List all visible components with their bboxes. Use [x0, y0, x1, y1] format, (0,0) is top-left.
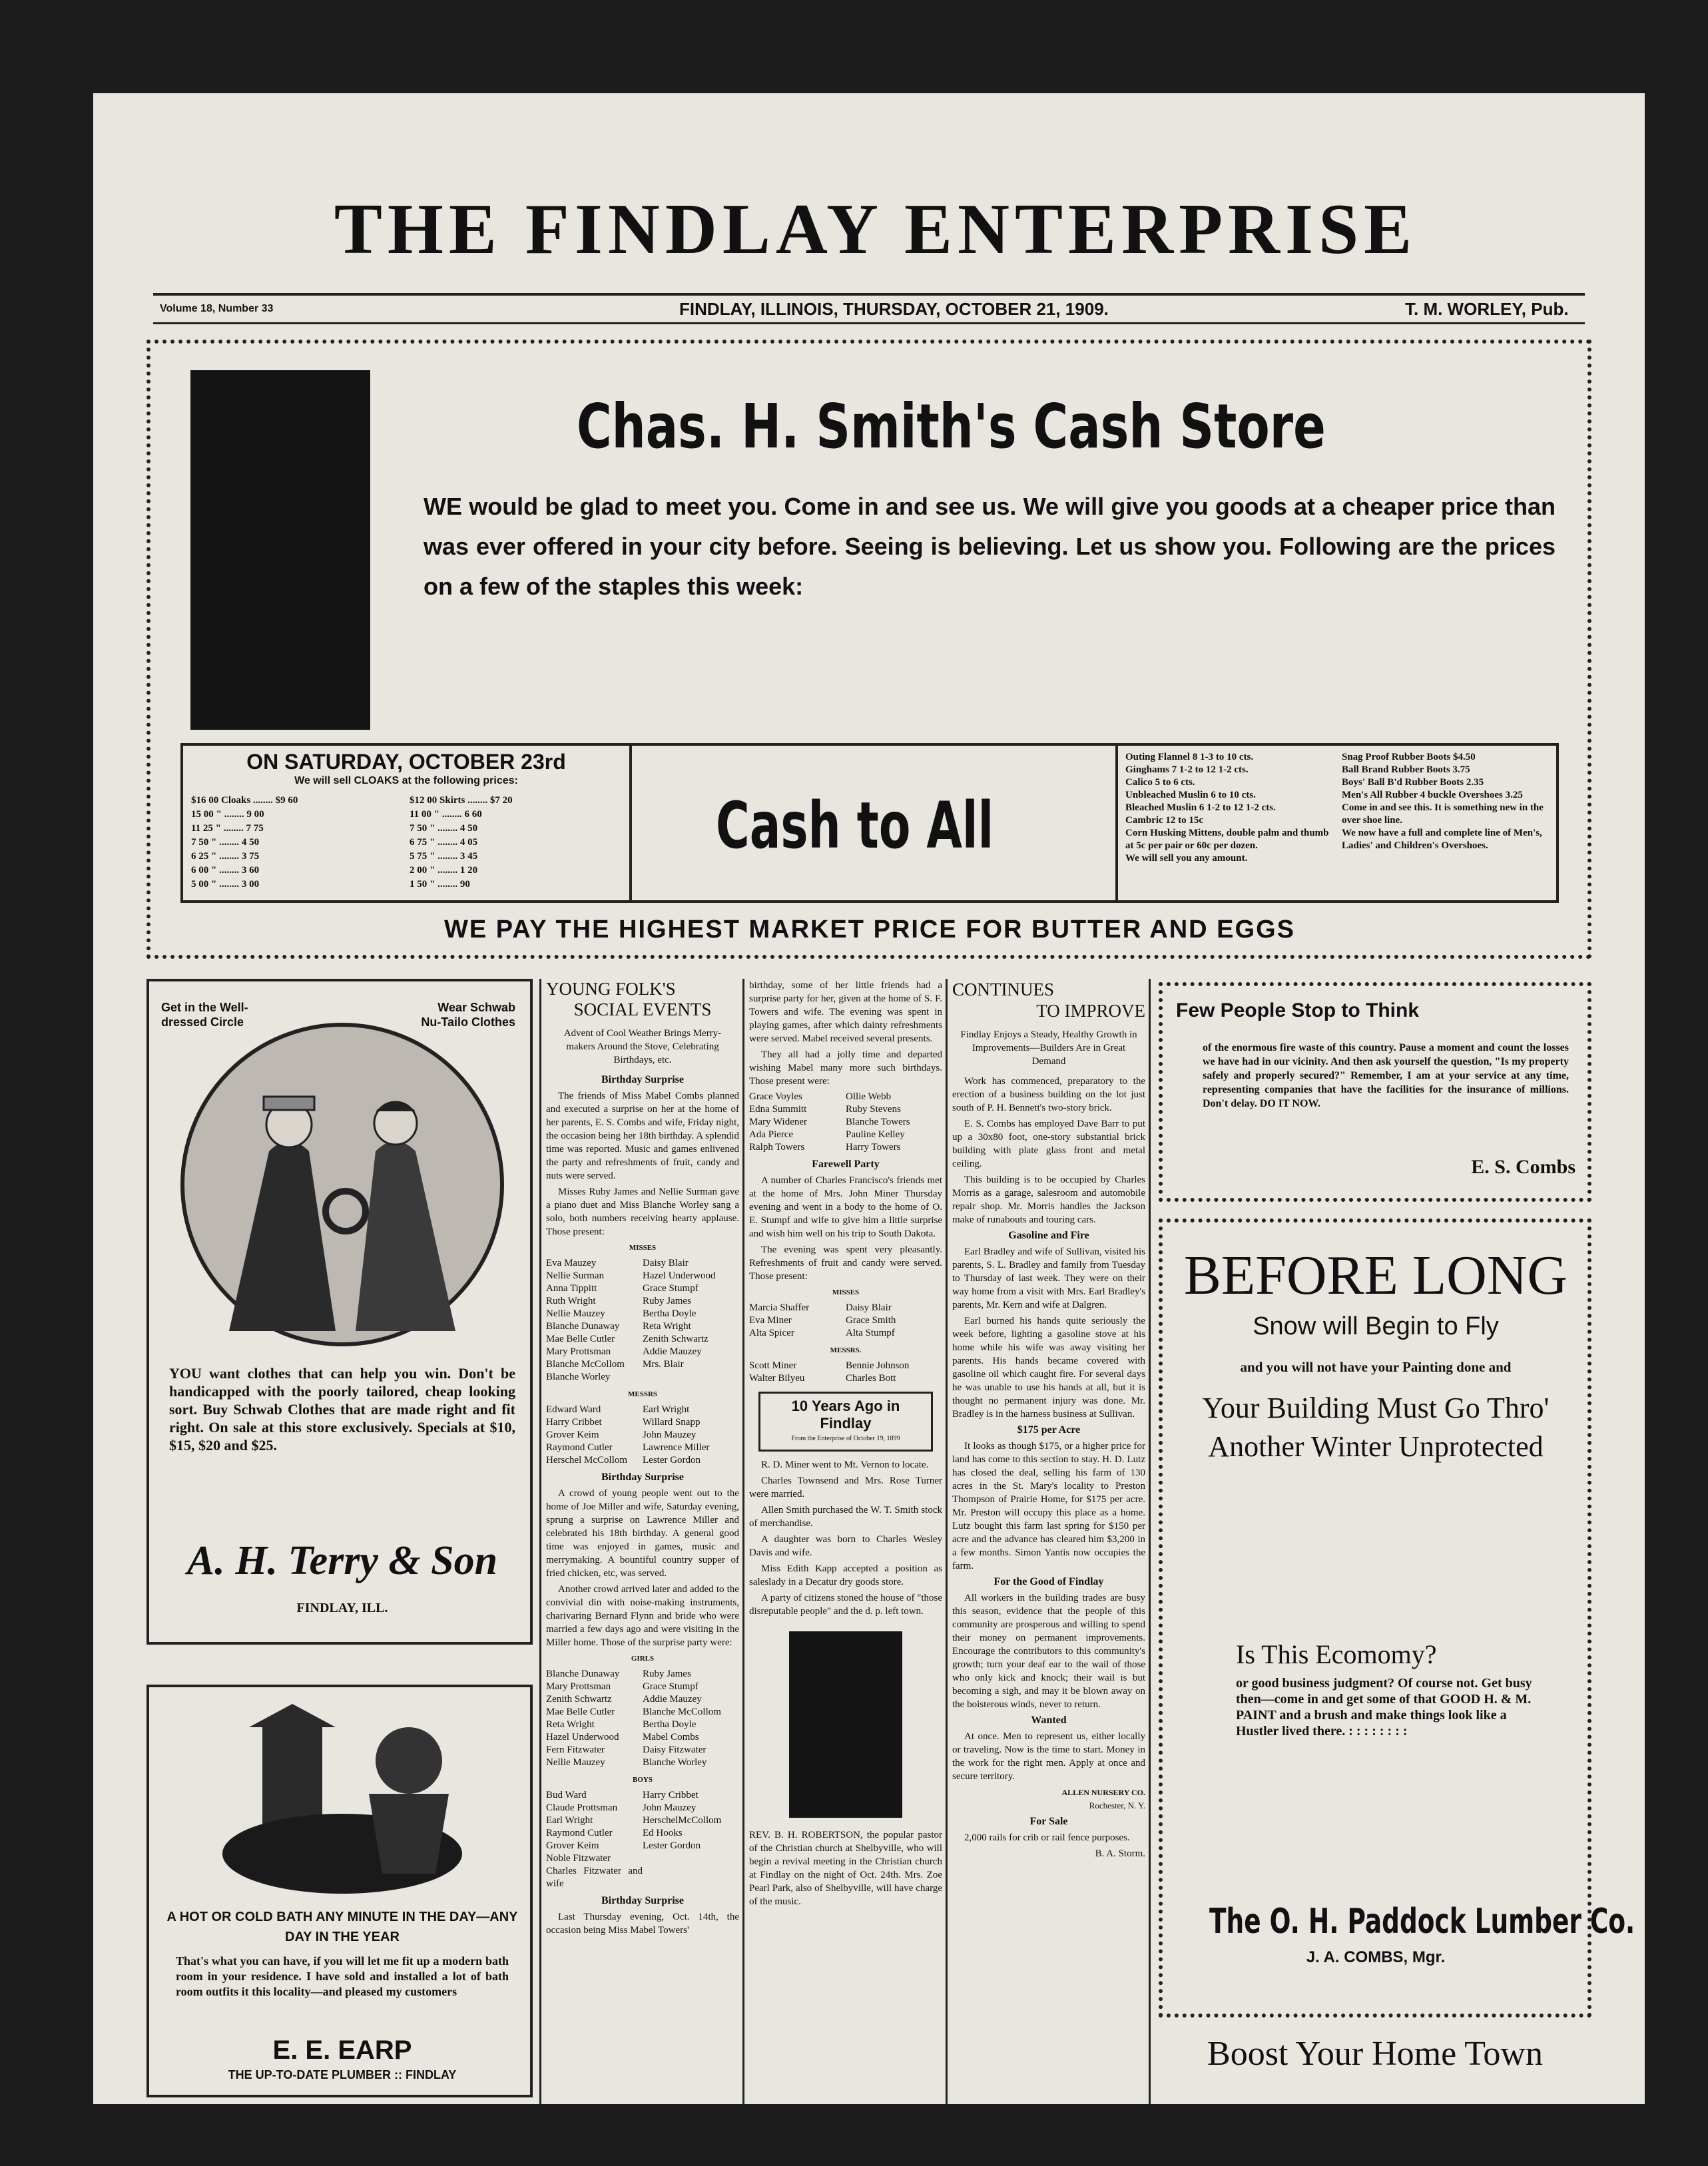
paragraph: REV. B. H. ROBERTSON, the popular pastor of the Christian church at Shelbyville, who will begin a revival meeting in the Christian church at Findlay on the night of Oct. 24th. Mrs. Zoe Pearl Park, also of Shelbyville, will have charge of the music.	[749, 1830, 942, 1907]
name: Grace Stumpf	[643, 1283, 699, 1294]
combs-ad-name: E. S. Combs	[1471, 1156, 1575, 1178]
name: Edna Summitt	[749, 1104, 807, 1115]
paddock-company: The O. H. Paddock Lumber Co.	[1209, 1902, 1635, 1942]
name	[643, 1371, 739, 1384]
improve-subtitle: Findlay Enjoys a Steady, Healthy Growth in Improvements—Builders Are in Great Demand	[960, 1029, 1137, 1067]
paragraph: At once. Men to represent us, either locally or traveling. Now is the time to start. Money in the work for the right men. Apply at once and secure territory.	[952, 1731, 1145, 1782]
skirt-prices	[410, 794, 623, 900]
name: Nellie Mauzey	[546, 1308, 605, 1319]
name: Reta Wright	[546, 1719, 595, 1730]
staple-item: Boys' Ball B'd Rubber Boots 2.35	[1342, 777, 1484, 788]
name: Walter Bilyeu	[749, 1373, 805, 1384]
name: Bud Ward	[546, 1790, 587, 1800]
paragraph: They all had a jolly time and departed wishing Mabel many more such birthdays. Those present were:	[749, 1049, 942, 1087]
name: Addie Mauzey	[643, 1694, 702, 1705]
name	[643, 1865, 739, 1890]
name: Bertha Doyle	[643, 1719, 697, 1730]
name: Blanche Towers	[846, 1117, 910, 1127]
two-men-illustration	[176, 1018, 509, 1351]
name: Eva Mauzey	[546, 1258, 597, 1268]
section-heading: Birthday Surprise	[601, 1472, 684, 1483]
terry-signature: A. H. Terry & Son	[186, 1538, 498, 1583]
section-heading: Birthday Surprise	[601, 1074, 684, 1085]
name: Mrs. Blair	[643, 1359, 684, 1370]
ten-years-sub: From the Enterprise of October 19, 1899	[791, 1435, 900, 1442]
combs-insurance-ad	[1159, 982, 1591, 1202]
staple-item: Men's All Rubber 4 buckle Overshoes 3.25	[1342, 790, 1523, 800]
name: Harry Towers	[846, 1142, 901, 1153]
name: Blanche McCollom	[546, 1359, 625, 1370]
skirt-price-row: 7 50 " ........ 4 50	[410, 823, 478, 834]
paragraph: Earl burned his hands quite seriously the week before, lighting a gasoline stove at his home while his wife was away visiting her parents. His hands became covered with gasoline oil which caught fire. For several days he was unable to use his hands at all, but it is thought no permanent injury was done. Mr. Bradley is in the harness business at Sullivan.	[952, 1316, 1145, 1420]
paragraph: birthday, some of her little friends had a surprise party for her, given at the home of S. F. Towers and wife. The evening was spent in playing games, after which dainty refreshments were served. Mabel received several presents.	[749, 980, 942, 1044]
cloak-price-row: 11 25 " ........ 7 75	[191, 823, 264, 834]
list-label: MESSRS.	[830, 1346, 862, 1354]
smith-cash-store-ad	[146, 340, 1591, 959]
name: Blanche Worley	[643, 1757, 707, 1768]
cloak-price-row: $16 00 Cloaks ........ $9 60	[191, 795, 298, 806]
earp-headline: A HOT OR COLD BATH ANY MINUTE IN THE DAY—ANY DAY IN THE YEAR	[166, 1910, 518, 1944]
name: Anna Tippitt	[546, 1283, 597, 1294]
smith-ad-intro: WE would be glad to meet you. Come in and see us. We will give you goods at a cheaper price than was ever offered in your city before. Seeing is believing. Let us show you. Following are the prices on a few of the staples this week:	[424, 493, 1556, 600]
staples-right	[1342, 751, 1555, 898]
misses-list	[546, 1257, 739, 1384]
masthead-title: THE FINDLAY ENTERPRISE	[334, 190, 1418, 269]
newspaper-page	[93, 93, 1645, 2104]
girls-list	[546, 1668, 739, 1769]
name: Hazel Underwood	[546, 1732, 619, 1743]
paddock-line-2: Snow will Begin to Fly	[1253, 1312, 1499, 1340]
name: Claude Prottsman	[546, 1802, 618, 1813]
staple-item: Cambric 12 to 15c	[1125, 815, 1204, 826]
column-rule	[946, 979, 948, 2104]
boys-list	[546, 1789, 739, 1890]
name: Daisy Blair	[643, 1258, 689, 1268]
paragraph: A crowd of young people went out to the home of Joe Miller and wife, Saturday evening, sprung a surprise on Lawrence Miller and celebrated his 18th birthday. A general good time was enjoyed in games, music and merrymaking. A bountiful country supper of fried chicken, etc, was served.	[546, 1488, 739, 1579]
farewell-messrs-list	[749, 1360, 942, 1385]
skirt-price-row: 1 50 " ........ 90	[410, 879, 470, 890]
name: Mary Prottsman	[546, 1681, 611, 1692]
staple-item: Unbleached Muslin 6 to 10 cts.	[1125, 790, 1256, 800]
young-folks-subtitle: Advent of Cool Weather Brings Merry-makers Around the Stove, Celebrating Birthdays, etc.	[563, 1028, 722, 1065]
cloak-price-row: 7 50 " ........ 4 50	[191, 837, 260, 848]
name: Nellie Mauzey	[546, 1757, 605, 1768]
name: Lester Gordon	[643, 1840, 701, 1851]
cloak-price-row: 6 00 " ........ 3 60	[191, 865, 260, 876]
name: Mae Belle Cutler	[546, 1334, 615, 1344]
paragraph: R. D. Miner went to Mt. Vernon to locate.	[761, 1460, 929, 1470]
list-label: GIRLS	[631, 1655, 655, 1663]
name: Alta Stumpf	[846, 1328, 895, 1338]
young-folks-column	[546, 979, 739, 2104]
staple-item: Ginghams 7 1-2 to 12 1-2 cts.	[1125, 764, 1249, 775]
staple-item: We will sell you any amount.	[1125, 853, 1248, 864]
name: Grace Voyles	[749, 1091, 802, 1102]
combs-ad-body: of the enormous fire waste of this country. Pause a moment and count the losses we have had in our vicinity. And then ask yourself the question, "Is my property safely and properly secured?" Remember, I am at your service at any time, representing companies that have the facilities for the insurance of millions. Don't delay. DO IT NOW.	[1203, 1042, 1569, 1109]
name: Ralph Towers	[749, 1142, 805, 1153]
name: Zenith Schwartz	[643, 1334, 709, 1344]
paragraph: 2,000 rails for crib or rail fence purposes.	[964, 1832, 1130, 1843]
section-heading: Wanted	[1031, 1715, 1067, 1726]
paragraph: The evening was spent very pleasantly. Refreshments of fruit and candy were served. Those present:	[749, 1244, 942, 1282]
earp-name: E. E. EARP	[272, 2035, 412, 2065]
paragraph: Work has commenced, preparatory to the erection of a business building on the lot just south of P. H. Bennett's two-story brick.	[952, 1076, 1145, 1113]
name: Ed Hooks	[643, 1828, 683, 1838]
price-box-divider	[1115, 746, 1118, 900]
publisher: T. M. WORLEY, Pub.	[1405, 299, 1569, 319]
saturday-title: ON SATURDAY, OCTOBER 23rd	[246, 750, 566, 774]
cloak-price-row: 15 00 " ........ 9 00	[191, 809, 264, 820]
young-folks-title: YOUNG FOLK'S	[546, 979, 676, 999]
earp-tagline: THE UP-TO-DATE PLUMBER :: FINDLAY	[228, 2068, 457, 2081]
farewell-misses-list	[749, 1302, 942, 1340]
paragraph: Miss Edith Kapp accepted a position as saleslady in a Decatur dry goods store.	[749, 1563, 942, 1587]
skirt-price-row: 5 75 " ........ 3 45	[410, 851, 478, 862]
ten-years-ago-box	[758, 1392, 933, 1452]
dateline: FINDLAY, ILLINOIS, THURSDAY, OCTOBER 21, 1909.	[679, 299, 1109, 319]
list-label: MESSRS	[627, 1390, 658, 1398]
name: Blanche McCollom	[643, 1707, 721, 1717]
name: Charles Fitzwater and wife	[546, 1866, 643, 1889]
name: Daisy Fitzwater	[643, 1745, 707, 1755]
name: Grover Keim	[546, 1430, 599, 1440]
paragraph: The friends of Miss Mabel Combs planned and executed a surprise on her at the home of her parents, E. S. Combs and wife, Friday night, the occasion being her 18th birthday. A splendid time was reported. Music and games enlivened the party and refreshments of fruit, candy and nuts were served.	[546, 1091, 739, 1181]
section-heading: Gasoline and Fire	[1008, 1230, 1089, 1241]
column-rule	[539, 979, 541, 2104]
name: Herschel McCollom	[546, 1455, 628, 1466]
schwab-label: Wear Schwab Nu-Tailo Clothes	[421, 1001, 515, 1029]
name: Mary Widener	[749, 1117, 808, 1127]
cloak-sale-panel	[183, 746, 632, 900]
name: Grace Smith	[846, 1315, 896, 1326]
paragraph: A party of citizens stoned the house of "those disreputable people" and the d. p. left town.	[749, 1593, 942, 1617]
store-photo	[190, 370, 370, 730]
paragraph: Misses Ruby James and Nellie Surman gave a piano duet and Miss Blanche Worley sang a solo, both numbers receiving hearty applause. Those present:	[546, 1187, 739, 1237]
cloak-price-row: 5 00 " ........ 3 00	[191, 879, 260, 890]
paddock-lumber-ad	[1159, 1218, 1635, 2018]
name: Ruth Wright	[546, 1296, 596, 1306]
name	[643, 1852, 739, 1865]
name: Noble Fitzwater	[546, 1853, 611, 1864]
improve-title: CONTINUES	[952, 979, 1054, 999]
name: Reta Wright	[643, 1321, 691, 1332]
paddock-line-3: and you will not have your Painting done and	[1240, 1359, 1512, 1375]
boost-slogan: Boost Your Home Town	[1207, 2035, 1543, 2073]
nursery-name: ALLEN NURSERY CO.	[1061, 1788, 1145, 1797]
continues-to-improve-column	[952, 979, 1145, 2104]
ten-years-title: 10 Years Ago in Findlay	[791, 1398, 900, 1432]
name: Harry Cribbet	[546, 1417, 602, 1428]
paddock-headline: BEFORE LONG	[1183, 1244, 1568, 1306]
saturday-sub: We will sell CLOAKS at the following prices:	[294, 775, 518, 786]
list-label: MISSES	[629, 1244, 657, 1252]
name: Ollie Webb	[846, 1091, 892, 1102]
terry-clothing-ad	[146, 979, 533, 1645]
section-heading: Farewell Party	[812, 1159, 880, 1170]
party-guest-list	[749, 1091, 942, 1154]
terry-ad-body: YOU want clothes that can help you win. Don't be handicapped with the poorly tailored, cheap looking sort. Buy Schwab Clothes that are made right and fit right. On sale at this store exclusively. Specials at $10, $15, $20 and $25.	[169, 1365, 515, 1454]
combs-ad-title: Few People Stop to Think	[1176, 999, 1420, 1021]
name: Mae Belle Cutler	[546, 1707, 615, 1717]
name: Pauline Kelley	[846, 1129, 905, 1140]
section-heading: For Sale	[1029, 1816, 1068, 1827]
name: Grace Stumpf	[643, 1681, 699, 1692]
name: Ruby James	[643, 1669, 691, 1679]
volume-number: Volume 18, Number 33	[160, 303, 274, 314]
staple-item: Bleached Muslin 6 1-2 to 12 1-2 cts.	[1125, 802, 1276, 813]
cloak-price-row: 6 25 " ........ 3 75	[191, 851, 260, 862]
terry-town: FINDLAY, ILL.	[296, 1601, 388, 1615]
section-heading: $175 per Acre	[1017, 1424, 1081, 1436]
price-box	[180, 743, 1559, 903]
name: Grover Keim	[546, 1840, 599, 1851]
staples-left	[1125, 751, 1332, 898]
name: Daisy Blair	[846, 1302, 892, 1313]
name: Scott Miner	[749, 1360, 797, 1371]
paddock-line-4: Your Building Must Go Thro' Another Winter Unprotected	[1202, 1392, 1550, 1463]
name: Eva Miner	[749, 1315, 792, 1326]
skirt-price-row: 2 00 " ........ 1 20	[410, 865, 478, 876]
name: Marcia Shaffer	[749, 1302, 810, 1313]
paragraph: Earl Bradley and wife of Sullivan, visited his parents, S. L. Bradley and family from Tuesday to Thursday of last week. They were on their way home from a visit with Mrs. Earl Bradley's parents, Mr. Kern and wife at Dalgren.	[952, 1246, 1145, 1310]
name: Willard Snapp	[643, 1417, 701, 1428]
list-label: MISSES	[832, 1288, 860, 1296]
name: Ruby Stevens	[846, 1104, 901, 1115]
skirt-price-row: 11 00 " ........ 6 60	[410, 809, 482, 820]
staple-item: Outing Flannel 8 1-3 to 10 cts.	[1125, 752, 1254, 762]
name: Raymond Cutler	[546, 1442, 613, 1453]
paddock-manager: J. A. COMBS, Mgr.	[1306, 1948, 1446, 1966]
staple-item: Calico 5 to 6 cts.	[1125, 777, 1195, 788]
name: Blanche Dunaway	[546, 1321, 620, 1332]
name: Earl Wright	[546, 1815, 593, 1826]
robertson-portrait	[789, 1631, 902, 1818]
paragraph: Allen Smith purchased the W. T. Smith stock of merchandise.	[749, 1505, 942, 1529]
name: Lester Gordon	[643, 1455, 701, 1466]
skirt-price-row: 6 75 " ........ 4 05	[410, 837, 478, 848]
name: Edward Ward	[546, 1404, 601, 1415]
staple-item: Come in and see this. It is something new in the over shoe line.	[1342, 802, 1544, 826]
nursery-location: Rochester, N. Y.	[1089, 1800, 1145, 1810]
list-label: BOYS	[633, 1776, 653, 1784]
name: Blanche Worley	[546, 1372, 611, 1382]
name: Harry Cribbet	[643, 1790, 699, 1800]
well-dressed-label: Get in the Well-dressed Circle	[161, 1001, 248, 1029]
staple-item: Ball Brand Rubber Boots 3.75	[1342, 764, 1470, 775]
name: HerschelMcCollom	[643, 1815, 722, 1826]
name: Mary Prottsman	[546, 1346, 611, 1357]
skirt-price-row: $12 00 Skirts ........ $7 20	[410, 795, 513, 806]
name: Mabel Combs	[643, 1732, 699, 1743]
dateline-bar	[153, 293, 1585, 324]
economy-title: Is This Ecomomy?	[1236, 1639, 1437, 1669]
name: Raymond Cutler	[546, 1828, 613, 1838]
name: Ada Pierce	[749, 1129, 794, 1140]
name: John Mauzey	[643, 1802, 697, 1813]
paragraph: A number of Charles Francisco's friends met at the home of Mrs. John Miner Thursday evening and went in a body to the home of O. E. Stumpf and wife to give him a little surprise and wish him well on his trip to South Dakota.	[749, 1175, 942, 1239]
staple-item: Snag Proof Rubber Boots $4.50	[1342, 752, 1476, 762]
messrs-list	[546, 1404, 739, 1467]
paragraph: E. S. Combs has employed Dave Barr to put up a 30x80 foot, one-story substantial brick building with plate glass front and metal ceiling.	[952, 1119, 1145, 1169]
paragraph: Last Thursday evening, Oct. 14th, the occasion being Miss Mabel Towers'	[546, 1912, 739, 1936]
name: Blanche Dunaway	[546, 1669, 620, 1679]
young-folks-title-2: SOCIAL EVENTS	[573, 999, 712, 1019]
name: Addie Mauzey	[643, 1346, 702, 1357]
section-heading: For the Good of Findlay	[994, 1576, 1104, 1587]
name: John Mauzey	[643, 1430, 697, 1440]
paragraph: Charles Townsend and Mrs. Rose Turner were married.	[749, 1476, 942, 1499]
paragraph: Another crowd arrived later and added to the convivial din with noise-making instruments, charivaring Bernard Flynn and bride who were married a few days ago and were visiting in the Miller home. Those of the surprise party were:	[546, 1584, 739, 1648]
paragraph: This building is to be occupied by Charles Morris as a garage, salesroom and automobile repair shop. Mr. Morris handles the Jackson make of runabouts and touring cars.	[952, 1175, 1145, 1225]
name: Zenith Schwartz	[546, 1694, 612, 1705]
name: Nellie Surman	[546, 1270, 605, 1281]
earp-plumber-ad	[146, 1685, 533, 2097]
bath-illustration	[209, 1701, 475, 1900]
name: Charles Bott	[846, 1373, 896, 1384]
paragraph: All workers in the building trades are busy this season, evidence that the people of this community are prosperous and willing to spend their money on permanent improvements. Encourage the contributors to this community's growth; turn your deaf ear to the wail of those who only kick and knock; their wail is but becoming a sigh, and may it be blown away on the boisterous winds, never to return.	[952, 1593, 1145, 1710]
name: Lawrence Miller	[643, 1442, 710, 1453]
name: Alta Spicer	[749, 1328, 794, 1338]
cloak-prices	[191, 794, 398, 900]
column-rule	[742, 979, 744, 2104]
paragraph: A daughter was born to Charles Wesley Davis and wife.	[749, 1534, 942, 1558]
social-column-continued	[749, 979, 942, 2104]
seller-name: B. A. Storm.	[1095, 1848, 1145, 1859]
name: Hazel Underwood	[643, 1270, 716, 1281]
name: Bertha Doyle	[643, 1308, 697, 1319]
improve-title-2: TO IMPROVE	[1036, 1001, 1145, 1021]
paragraph: It looks as though $175, or a higher price for land has come to this section to stay. H. D. Lutz has closed the deal, selling his farm of 130 acres in the St. Mary's locality to Preston Thompson of Prairie Home, for $175 per acre. Mr. Preston will occupy this place as a home. Lutz bought this farm last spring for $150 per acre and the advance has cleared him $3,200 in a few months. Simon Yantis now occupies the farm.	[952, 1441, 1145, 1571]
staple-item: We now have a full and complete line of Men's, Ladies' and Children's Overshoes.	[1342, 828, 1542, 851]
column-rule	[1149, 979, 1151, 2104]
economy-body: or good business judgment? Of course not. Get busy then—come in and get some of that GOOD H. & M. PAINT and a brush and make things look like a Hustler lived there. : : : : : : : :	[1236, 1676, 1532, 1739]
name: Fern Fitzwater	[546, 1745, 605, 1755]
butter-eggs-line: WE PAY THE HIGHEST MARKET PRICE FOR BUTTER AND EGGS	[444, 916, 1295, 944]
cash-to-all: Cash to All	[716, 788, 994, 863]
name: Earl Wright	[643, 1404, 690, 1415]
staple-item: Corn Husking Mittens, double palm and thumb at 5c per pair or 60c per dozen.	[1125, 828, 1329, 851]
name: Ruby James	[643, 1296, 691, 1306]
smith-ad-title: Chas. H. Smith's Cash Store	[577, 391, 1326, 462]
earp-body: That's what you can have, if you will let me fit up a modern bath room in your residence. I have sold and installed a lot of bath room outfits it this locality—and pleased my customers	[176, 1954, 509, 1998]
section-heading: Birthday Surprise	[601, 1895, 684, 1906]
name: Bennie Johnson	[846, 1360, 910, 1371]
